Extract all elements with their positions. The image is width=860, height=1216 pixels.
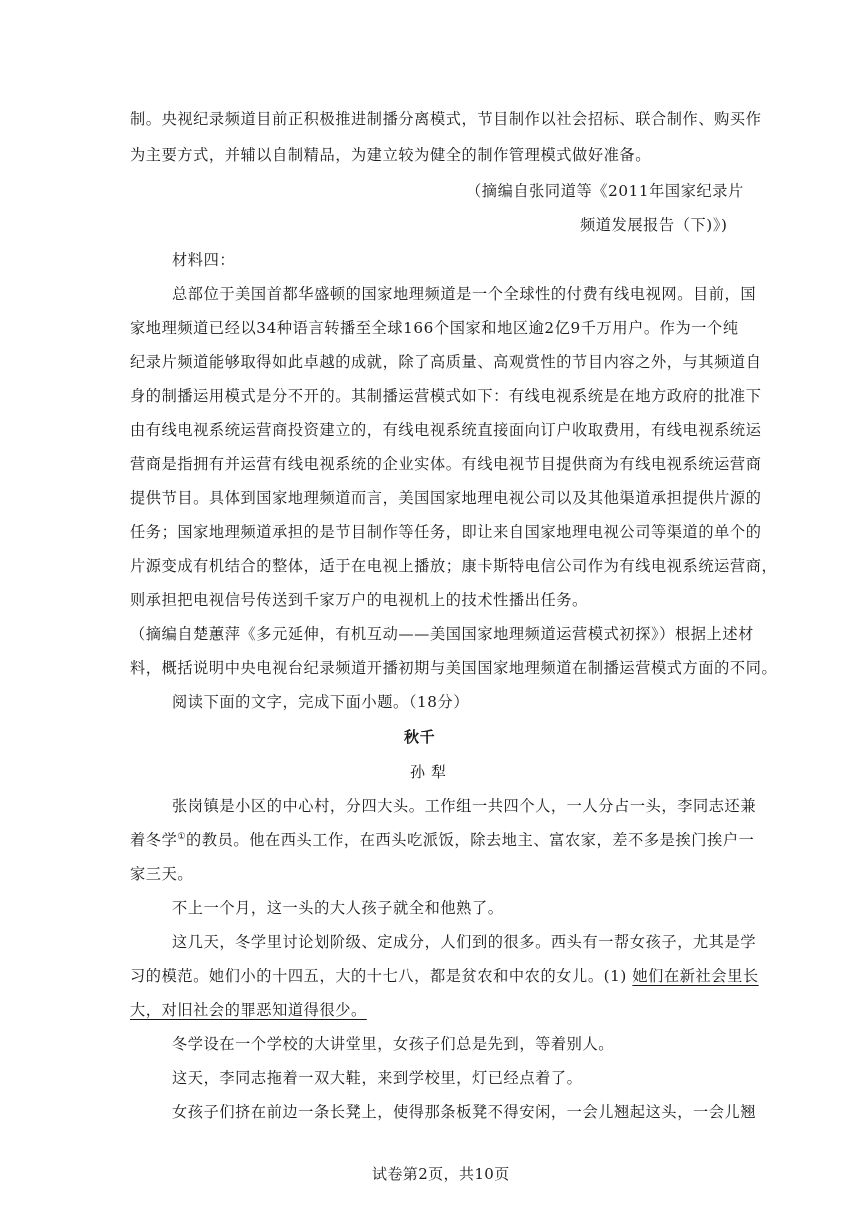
paragraph-line: 女孩子们挤在前边一条长凳上，使得那条板凳不得安闲，一会儿翘起这头，一会儿翘 (172, 1103, 757, 1121)
paragraph-line: 这几天，冬学里讨论划阶级、定成分，人们到的很多。西头有一帮女孩子，尤其是学 (172, 933, 757, 951)
question-line: 料，概括说明中央电视台纪录频道开播初期与美国国家地理频道在制播运营模式方面的不同。 (130, 659, 778, 677)
paragraph-line: 冬学设在一个学校的大讲堂里，女孩子们总是先到，等着别人。 (172, 1035, 615, 1053)
paragraph-line: 纪录片频道能够取得如此卓越的成就，除了高质量、高观赏性的节目内容之外，与其频道自 (130, 353, 762, 371)
paragraph-line: 片源变成有机结合的整体，适于在电视上播放；康卡斯特电信公司作为有线电视系统运营商， (130, 557, 778, 575)
text-segment: 的教员。他在西头工作，在西头吃派饭，除去地主、富农家，差不多是挨门挨户一 (186, 831, 755, 849)
paragraph-line: 提供节目。具体到国家地理频道而言，美国国家地理电视公司以及其他渠道承担提供片源的 (130, 489, 762, 507)
paragraph-line: 身的制播运用模式是分不开的。其制播运营模式如下：有线电视系统是在地方政府的批准下 (130, 387, 762, 405)
footnote-marker: ① (177, 831, 187, 842)
text-segment: 着冬学 (130, 831, 178, 849)
paragraph-line: 不上一个月，这一头的大人孩子就全和他熟了。 (172, 899, 504, 917)
paragraph-line: 营商是指拥有并运营有线电视系统的企业实体。有线电视节目提供商为有线电视系统运营商 (130, 455, 762, 473)
story-title: 秋千 (404, 728, 436, 746)
page-footer: 试卷第2页，共10页 (372, 1165, 510, 1183)
reading-instruction: 阅读下面的文字，完成下面小题。（18分） (172, 693, 470, 711)
paragraph-line: 由有线电视系统运营商投资建立的，有线电视系统直接面向订户收取费用，有线电视系统运 (130, 421, 762, 439)
source-citation: （摘编自张同道等《2011年国家纪录片 (466, 182, 744, 200)
paragraph-line: 则承担把电视信号传送到千家万户的电视机上的技术性播出任务。 (130, 591, 588, 609)
source-citation: 频道发展报告（下)》) (580, 216, 728, 234)
paragraph-line: 这天，李同志拖着一双大鞋，来到学校里，灯已经点着了。 (172, 1069, 583, 1087)
paragraph-line (130, 830, 754, 850)
paragraph-line: 总部位于美国首都华盛顿的国家地理频道是一个全球性的付费有线电视网。目前，国 (172, 285, 757, 303)
paragraph-line: 制。央视纪录频道目前正积极推进制播分离模式，节目制作以社会招标、联合制作、购买作 (130, 110, 762, 128)
underlined-sentence: 她们在新社会里长 (632, 967, 759, 985)
paragraph-line (130, 966, 759, 986)
paragraph-line: 任务；国家地理频道承担的是节目制作等任务，即让来自国家地理电视公司等渠道的单个的 (130, 523, 762, 541)
paragraph-line: 为主要方式，并辅以自制精品，为建立较为健全的制作管理模式做好准备。 (130, 146, 651, 164)
material-heading: 材料四： (172, 251, 236, 269)
paragraph-line: 家三天。 (130, 865, 194, 883)
text-segment: 习的模范。她们小的十四五，大的十七八，都是贫农和中农的女儿。(1) (130, 967, 633, 985)
underlined-sentence: 大，对旧社会的罪恶知道得很少。 (130, 1001, 367, 1019)
question-line: （摘编自楚蕙萍《多元延伸，有机互动——美国国家地理频道运营模式初探》）根据上述材 (130, 625, 754, 643)
story-author: 孙犁 (410, 763, 453, 781)
paragraph-line: 张岗镇是小区的中心村，分四大头。工作组一共四个人，一人分占一头，李同志还兼 (172, 797, 757, 815)
paragraph-line: 家地理频道已经以34种语言转播至全球166个国家和地区逾2亿9千万用户。作为一个纯 (130, 319, 739, 337)
